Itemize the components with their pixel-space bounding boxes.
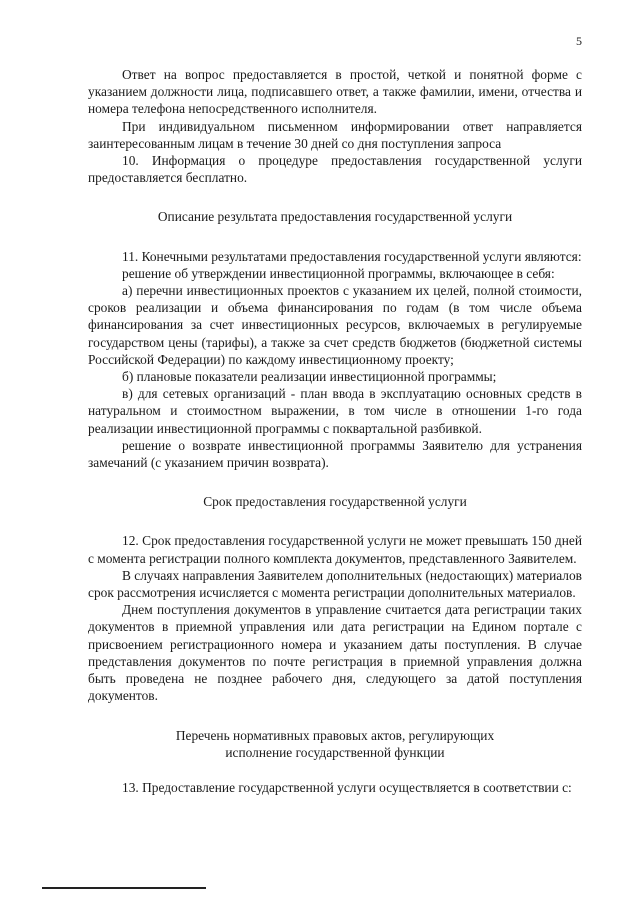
paragraph: Ответ на вопрос предоставляется в простой, четкой и понятной форме с указанием должности лица, подписавшего ответ, а также фамилии, имени, отчества и номера телефона непосредственного исполнителя. [88, 67, 582, 117]
paragraph: 10. Информация о процедуре предоставления государственной услуги предоставляется бесплатно. [88, 153, 582, 186]
section-heading: Срок предоставления государственной услуги [203, 494, 467, 510]
paragraph: в) для сетевых организаций - план ввода в эксплуатацию основных средств в натуральном и стоимостном выражении, в том числе в отношении 1-го года реализации инвестиционной программы с поквартальной разбивкой. [88, 386, 582, 436]
spacer [88, 186, 582, 208]
paragraph: 11. Конечными результатами предоставления государственной услуги являются: [122, 248, 582, 264]
section-heading-line-2: исполнение государственной функции [225, 744, 445, 760]
spacer [88, 510, 582, 532]
paragraph: 12. Срок предоставления государственной услуги не может превышать 150 дней с момента регистрации полного комплекта документов, представленного Заявителем. [88, 533, 582, 566]
paragraph: 13. Предоставление государственной услуги осуществляется в соответствии с: [122, 779, 572, 795]
section-heading: Описание результата предоставления государственной услуги [157, 209, 513, 225]
page-number: 5 [576, 34, 582, 48]
paragraph: В случаях направления Заявителем дополнительных (недостающих) материалов срок рассмотрения исчисляется с момента регистрации дополнительных материалов. [88, 567, 582, 601]
spacer [88, 471, 582, 493]
paragraph: решение об утверждении инвестиционной программы, включающее в себя: [122, 265, 555, 281]
spacer [88, 761, 582, 779]
footnote-separator [42, 887, 206, 889]
paragraph: При индивидуальном письменном информировании ответ направляется заинтересованным лицам в течение 30 дней со дня поступления запроса [88, 118, 582, 151]
page-content [88, 66, 582, 796]
spacer [88, 705, 582, 727]
spacer [88, 226, 582, 248]
section-heading-line-1: Перечень нормативных правовых актов, регулирующих [175, 727, 495, 743]
paragraph: б) плановые показатели реализации инвестиционной программы; [122, 369, 497, 385]
paragraph: а) перечни инвестиционных проектов с указанием их целей, полной стоимости, сроков реализации и объема финансирования по годам (в том числе объема финансирования за счет инвестиционных ресурсов, включаемых в регулируемые государством цены (тарифы), а также за счет средств бюджетов (бюджетной системы Российской Федерации) по каждому инвестиционному проекту; [88, 283, 582, 367]
paragraph: Днем поступления документов в управление считается дата регистрации таких документов в приемной управления или дата регистрации на Едином портале с присвоением регистрационного номера и указанием даты поступления. В случае представления документов по почте регистрация в приемной управления должна быть проведена не позднее рабочего дня, следующего за датой поступления документов. [88, 602, 582, 704]
paragraph: решение о возврате инвестиционной программы Заявителю для устранения замечаний (с указанием причин возврата). [88, 437, 582, 471]
